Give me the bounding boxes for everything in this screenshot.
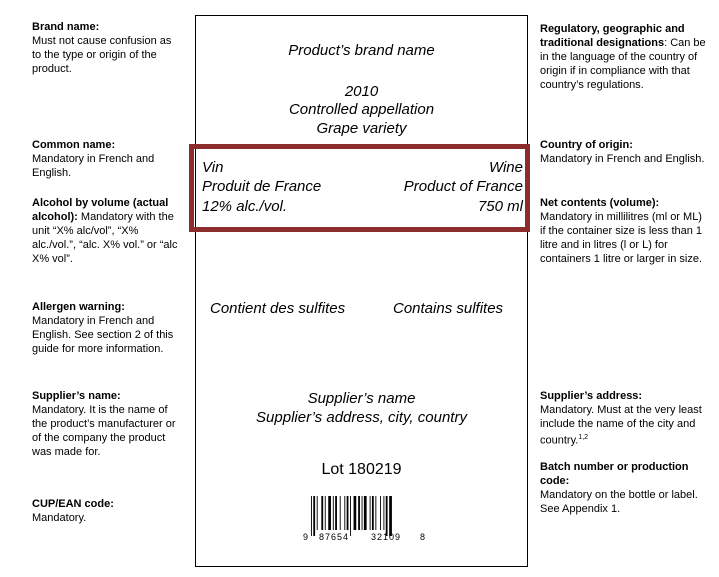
note-body: Mandatory with the unit “X% alc/vol”, “X% alc./vol.”, “alc. X% vol.” or “alc X% vol”.	[32, 211, 178, 265]
barcode-bar	[362, 496, 363, 530]
barcode-bar	[383, 496, 384, 530]
note-body: Mandatory in millilitres (ml or ML) if the container size is less than 1 litre and in litres (l or L) for containers 1 litre or larger in size.	[540, 211, 703, 265]
note-alcohol	[32, 196, 182, 266]
note-body: Mandatory in French and English.	[32, 153, 155, 179]
barcode-bar	[389, 496, 392, 536]
barcode-bar	[325, 496, 326, 530]
note-title: Common name:	[32, 139, 116, 151]
barcode-digits-right: 32109	[371, 532, 402, 542]
note-body: Must not cause confusion as to the type or origin of the product.	[32, 35, 172, 75]
note-title: CUP/EAN code:	[32, 498, 114, 510]
barcode-bar	[317, 496, 318, 530]
appellation: Controlled appellation	[288, 101, 435, 118]
note-net-contents	[540, 196, 710, 266]
supplier-name: Supplier’s name	[307, 390, 416, 407]
sulfites-fr: Contient des sulfites	[210, 300, 346, 317]
lot-number: Lot 180219	[321, 461, 402, 478]
note-supplier-address	[540, 389, 710, 448]
barcode-bar	[370, 496, 371, 530]
note-title: Supplier’s name:	[32, 390, 121, 402]
note-common-name	[32, 138, 182, 180]
note-title: Regulatory, geographic and traditional designations	[540, 23, 685, 49]
brand-name: Product’s brand name	[288, 42, 435, 59]
common-name-en: Wine	[488, 159, 523, 176]
note-title: Allergen warning:	[32, 301, 125, 313]
note-brand-name	[32, 20, 182, 76]
note-body: Mandatory on the bottle or label. See Appendix 1.	[540, 489, 698, 515]
alcohol-content: 12% alc./vol.	[202, 198, 288, 215]
barcode-bar	[358, 496, 360, 530]
note-designations	[540, 22, 710, 92]
highlight-frame	[189, 144, 530, 232]
wine-label	[195, 15, 528, 567]
note-title: Brand name:	[32, 21, 100, 33]
note-title: Country of origin:	[540, 139, 633, 151]
barcode-digit-last: 8	[420, 532, 426, 542]
supplier-address: Supplier’s address, city, country	[256, 409, 467, 426]
barcode-digits-left: 87654	[319, 532, 350, 542]
barcode-bar	[340, 496, 341, 530]
note-country-origin	[540, 138, 710, 166]
note-title: Net contents (volume):	[540, 197, 660, 209]
net-volume: 750 ml	[477, 198, 523, 215]
note-body: Mandatory in French and English.	[540, 153, 705, 165]
note-allergen	[32, 300, 182, 356]
barcode-bar	[354, 496, 357, 530]
footnote-ref: 1,2	[578, 434, 589, 441]
note-body: Mandatory.	[32, 512, 87, 524]
note-body: Mandatory. Must at the very least include the name of the city and country.	[540, 404, 702, 447]
common-name-fr: Vin	[202, 159, 224, 176]
sulfites-en: Contains sulfites	[393, 300, 504, 317]
note-title: Supplier’s address:	[540, 390, 643, 402]
barcode-bar	[386, 496, 388, 536]
barcode-bar	[328, 496, 331, 530]
barcode-bar	[350, 496, 351, 536]
barcode-bar	[313, 496, 315, 536]
barcode-bar	[344, 496, 345, 530]
grape-variety: Grape variety	[316, 120, 407, 137]
barcode-bar	[372, 496, 374, 530]
note-title: Batch number or production code:	[540, 461, 689, 487]
barcode-bar	[347, 496, 349, 530]
barcode-bar	[311, 496, 312, 536]
note-body: : Can be in the language of the country of origin if in compliance with that country’s regulations.	[540, 37, 706, 91]
barcode-bar	[321, 496, 323, 530]
barcode-bar	[364, 496, 367, 530]
origin-en: Product of France	[403, 178, 523, 195]
note-body: Mandatory. It is the name of the product’s manufacturer or of the company the product was made for.	[32, 404, 176, 458]
barcode-bar	[380, 496, 381, 530]
origin-fr: Produit de France	[202, 178, 322, 195]
vintage-year: 2010	[344, 83, 379, 100]
note-batch-number	[540, 460, 710, 516]
barcode-digit-first: 9	[303, 532, 309, 542]
note-title: Alcohol by volume (actual alcohol):	[32, 197, 169, 223]
note-cup-ean	[32, 497, 182, 525]
barcode-bar	[375, 496, 376, 530]
note-body: Mandatory in French and English. See section 2 of this guide for more information.	[32, 315, 174, 355]
barcode-bar	[335, 496, 337, 530]
note-supplier-name	[32, 389, 182, 459]
barcode-bar	[333, 496, 334, 530]
